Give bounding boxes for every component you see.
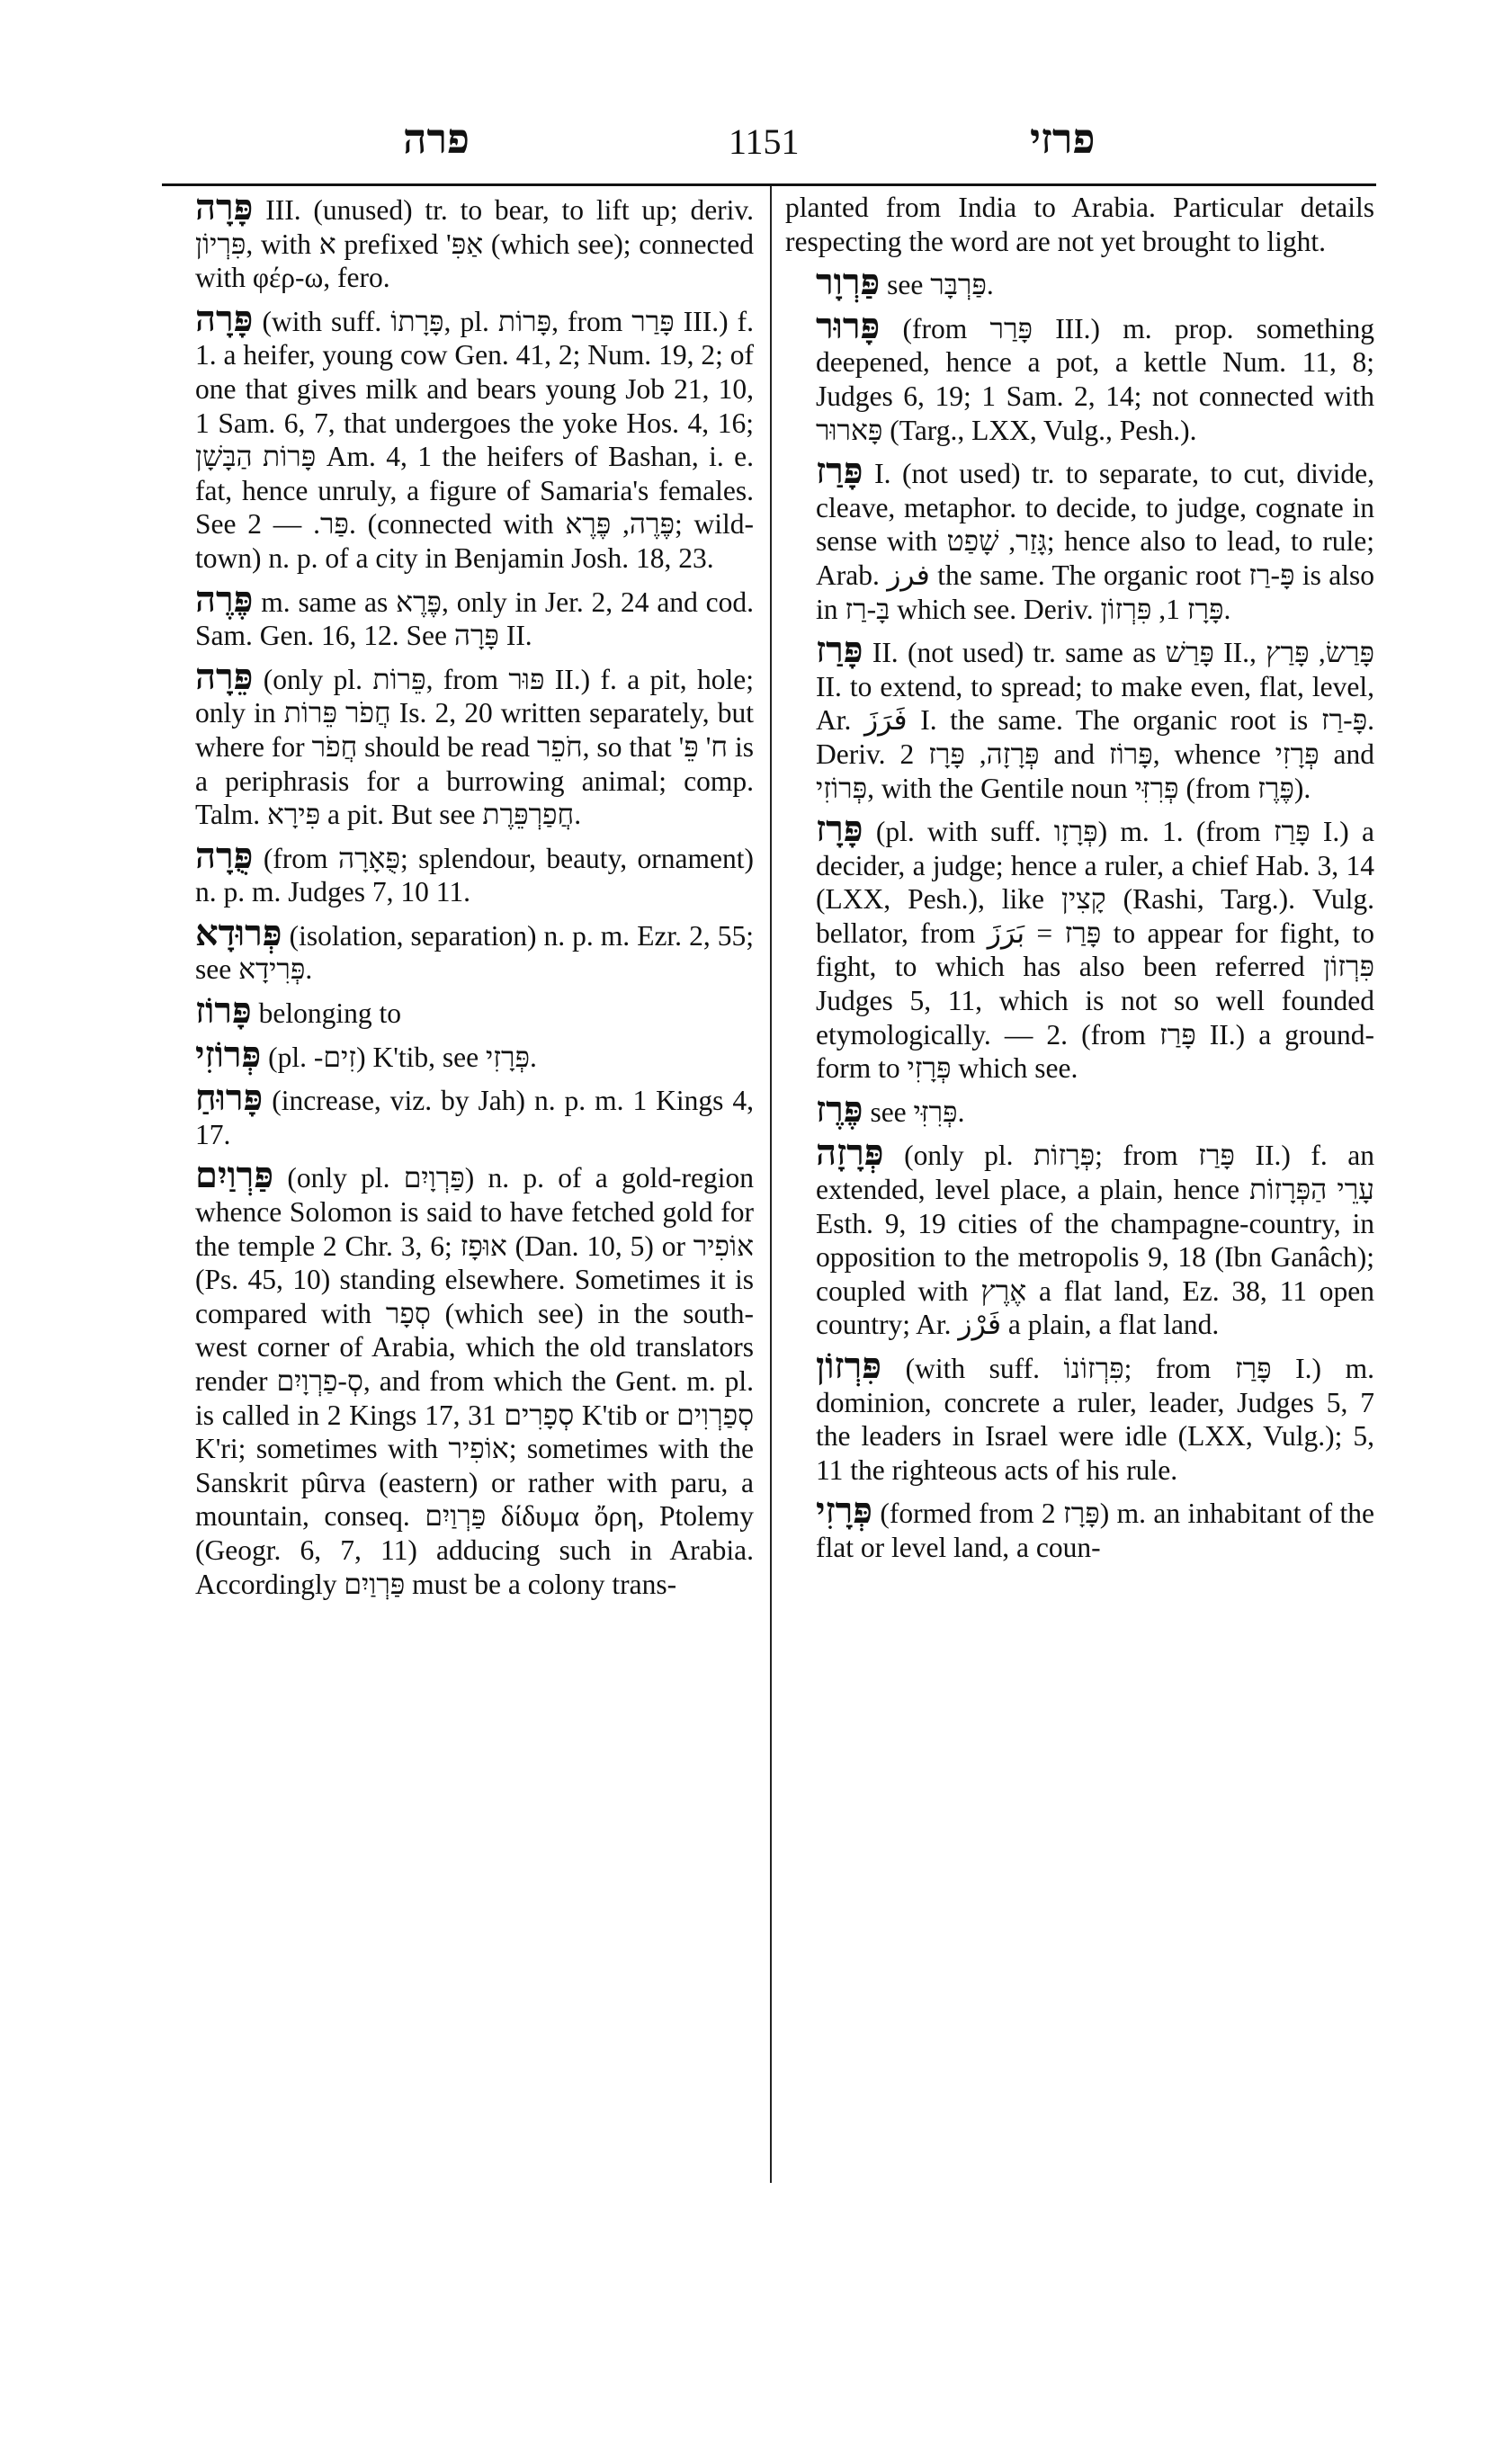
entry-text: (from פֻּאָרָה; splendour, beauty, ornament) n. p. m. Judges 7, 10 11. <box>195 842 754 908</box>
dictionary-entry <box>165 186 754 295</box>
dictionary-entry <box>165 655 755 832</box>
entry-text: see פְּרִזִּי. <box>863 1095 965 1128</box>
entry-text: (only pl. פֵּרוֹת, from פּוּר II.) f. a pit, hole; only in חֲפֹר פֵּרוֹת Is. 2, 20 written separately, but where for חֲפֹר should be read חֹפֵר, so that 'ח' פֵּ is a periphrasis for a burrowing animal; comp. Talm. פִּירָא a pit. But see חֲפַרְפֵּרֶת. <box>195 663 755 831</box>
headword: פִּרְזוֹן <box>816 1345 881 1387</box>
entry-text: see פַּרְבָּר. <box>880 269 994 301</box>
headword: פֵּרָה <box>195 655 254 698</box>
right-guide-word: פרזי <box>1030 116 1096 162</box>
headword: פְּרָזָה <box>816 1131 884 1175</box>
entry-text: (from פָּרַר III.) m. prop. something deepened, hence a pot, a kettle Num. 11, 8; Judges 6, 19; 1 Sam. 2, 14; not connected with פָּארוּר (Targ., LXX, Vulg., Pesh.). <box>816 312 1374 446</box>
headword: פָּרוּחַ <box>195 1077 264 1120</box>
dictionary-entry <box>165 297 754 576</box>
entry-text: I. (not used) tr. to separate, to cut, divide, cleave, metaphor. to decide, to judge, cognate in sense with גָּזַר, שָׁפַט; hence also to lead, to rule; Arab. فرز the same. The organic root פָּ-רַז is also in בָּ-רַז which see. Deriv. פָּרָז 1, פִּרְזוֹן. <box>816 458 1374 625</box>
dictionary-entry <box>785 450 1374 626</box>
dictionary-entry <box>165 1033 754 1076</box>
headword: פֶּרֶה <box>195 577 254 621</box>
entry-text: (only pl. פַּרְוָיִם) n. p. of a gold-region whence Solomon is said to have fetched gold for the temple 2 Chr. 3, 6; אוּפָז (Dan. 10, 5) or אוֹפִיר (Ps. 45, 10) standing elsewhere. Sometimes it is compared with סְפָר (which see) in the south-west corner of Arabia, which the old translators render סְ-פַרְוָיִם, and from which the Gent. m. pl. is called in 2 Kings 17, 31 סְפָרִים K'tib or סְפַרְוִים K'ri; sometimes with אוֹפִיר; sometimes with the Sanskrit pûrva (eastern) or rather with paru, a mountain, conseq. פַּרְוַיִם δίδυμα ὄρη, Ptolemy (Geogr. 6, 7, 11) adducing such in Arabia. Accordingly פַּרְוַיִם must be a colony trans- <box>195 1162 755 1600</box>
entry-text: (isolation, separation) n. p. m. Ezr. 2, 55; see פְּרִידָא. <box>195 919 754 986</box>
dictionary-entry <box>785 304 1374 447</box>
entry-text: (formed from פָּרָז 2) m. an inhabitant of the flat or level land, a coun- <box>816 1498 1375 1563</box>
headword: פָּרוֹז <box>195 989 252 1033</box>
dictionary-entry <box>785 1345 1374 1487</box>
headword: פֶּרֶז <box>816 1087 863 1131</box>
entry-text: (increase, viz. by Jah) n. p. m. 1 Kings 4, 17. <box>195 1085 754 1150</box>
dictionary-entry <box>785 261 1374 304</box>
headword: פָּרָז <box>816 808 863 851</box>
headword: פָּרַז <box>816 629 863 672</box>
headword: פָּרָה <box>195 297 254 340</box>
dictionary-entry <box>785 1087 1374 1131</box>
headword: פְּרוֹזִי <box>195 1033 262 1076</box>
entry-text: m. same as פֶּרֶא, only in Jer. 2, 24 and cod. Sam. Gen. 16, 12. See פָּרָה II. <box>195 586 754 652</box>
left-guide-word: פרה <box>403 116 470 162</box>
headword: פַּרְוָר <box>816 261 881 304</box>
continued-entry-text: planted from India to Arabia. Particular details respecting the word are not yet brought to light. <box>785 192 1374 257</box>
headword: פָּרָה <box>195 186 254 228</box>
entry-text: (with suff. פָּרָתוֹ, pl. פָּרוֹת, from פָּרַר III.) f. 1. a heifer, young cow Gen. 41, 2; Num. 19, 2; of one that gives milk and bears young Job 21, 10, 1 Sam. 6, 7, that undergoes the yoke Hos. 4, 16; פָּרוֹת הַבָּשָׁן Am. 4, 1 the heifers of Bashan, i. e. fat, hence unruly, a figure of Samaria's females. See פַּר. — 2. (connected with פֶּרֶה, פֶּרֶא; wild-town) n. p. of a city in Benjamin Josh. 18, 23. <box>195 305 754 574</box>
left-column <box>165 186 755 1608</box>
dictionary-entry <box>165 1154 755 1601</box>
dictionary-entry <box>165 989 754 1033</box>
dictionary-entry <box>785 1489 1375 1564</box>
headword: פֻּרָה <box>195 834 254 877</box>
entry-text: belonging to <box>251 997 402 1030</box>
entry-text: (with suff. פִּרְזוֹנוֹ; from פָּרַז I.) m. dominion, concrete a ruler, leader, Judges 5, 7 the leaders in Israel were idle (LXX, Vulg.); 5, 11 the righteous acts of his rule. <box>816 1353 1374 1486</box>
headword: פָּרוּר <box>816 304 881 347</box>
entry-text: (pl. -זִים) K'tib, see פְּרָזִי. <box>261 1041 537 1073</box>
dictionary-entry <box>165 577 754 653</box>
dictionary-entry <box>165 1077 754 1151</box>
page-number: 1151 <box>729 121 800 162</box>
dictionary-entry <box>165 834 754 909</box>
dictionary-entry <box>785 629 1375 805</box>
entry-text: III. (unused) tr. to bear, to lift up; deriv. פִּרְיוֹן, with א prefixed 'אַפִּ (which see); connected with φέρ-ω, fero. <box>195 194 754 294</box>
headword: פְּרָזִי <box>816 1489 873 1533</box>
column-divider <box>770 186 772 2183</box>
dictionary-entry <box>165 911 754 987</box>
headword: פְּרוּדָא <box>195 911 282 954</box>
header-rule <box>162 183 1376 186</box>
entry-text: (pl. with suff. פְּרָזָו) m. 1. (from פָּרַז I.) a decider, a judge; hence a ruler, a chief Hab. 3, 14 (LXX, Pesh.), like קָצִין (Rashi, Targ.). Vulg. bellator, from פָּרַז = بَرَزَ to appear for fight, to fight, to which has also been referred פִּרְזוֹן Judges 5, 11, which is not so well founded etymologically. — 2. (from פָּרַז II.) a ground-form to פְּרָזִי which see. <box>816 816 1374 1085</box>
headword: פַּרְוַיִם <box>195 1154 274 1197</box>
dictionary-entry <box>785 1131 1374 1342</box>
entry-text: II. (not used) tr. same as פָּרַשׁ II., פָּרַשׂ, פָּרַץ II. to extend, to spread; to make even, flat, level, Ar. فَرَزَ I. the same. The organic root is פָּ-רַז. Deriv. פְּרָזָה, פָּרָז 2 and פָּרוֹז, whence פְּרָזִי and פְּרוֹזִי, with the Gentile noun פְּרִזִּי (from פֶּרֶז). <box>816 637 1375 804</box>
entry-text: (only pl. פְּרָזוֹת; from פָּרַז II.) f. an extended, level place, a plain, hence עָרֵי הַפְּרָזוֹת Esth. 9, 19 cities of the champagne-country, in opposition to the metropolis 9, 18 (Ibn Ganâch); coupled with אֶרֶץ a flat land, Ez. 38, 11 open country; Ar. فَرْز a plain, a flat land. <box>816 1140 1374 1341</box>
right-column <box>785 191 1374 1572</box>
running-head <box>162 115 1376 178</box>
dictionary-entry <box>785 808 1374 1086</box>
headword: פָּרַז <box>816 450 863 493</box>
